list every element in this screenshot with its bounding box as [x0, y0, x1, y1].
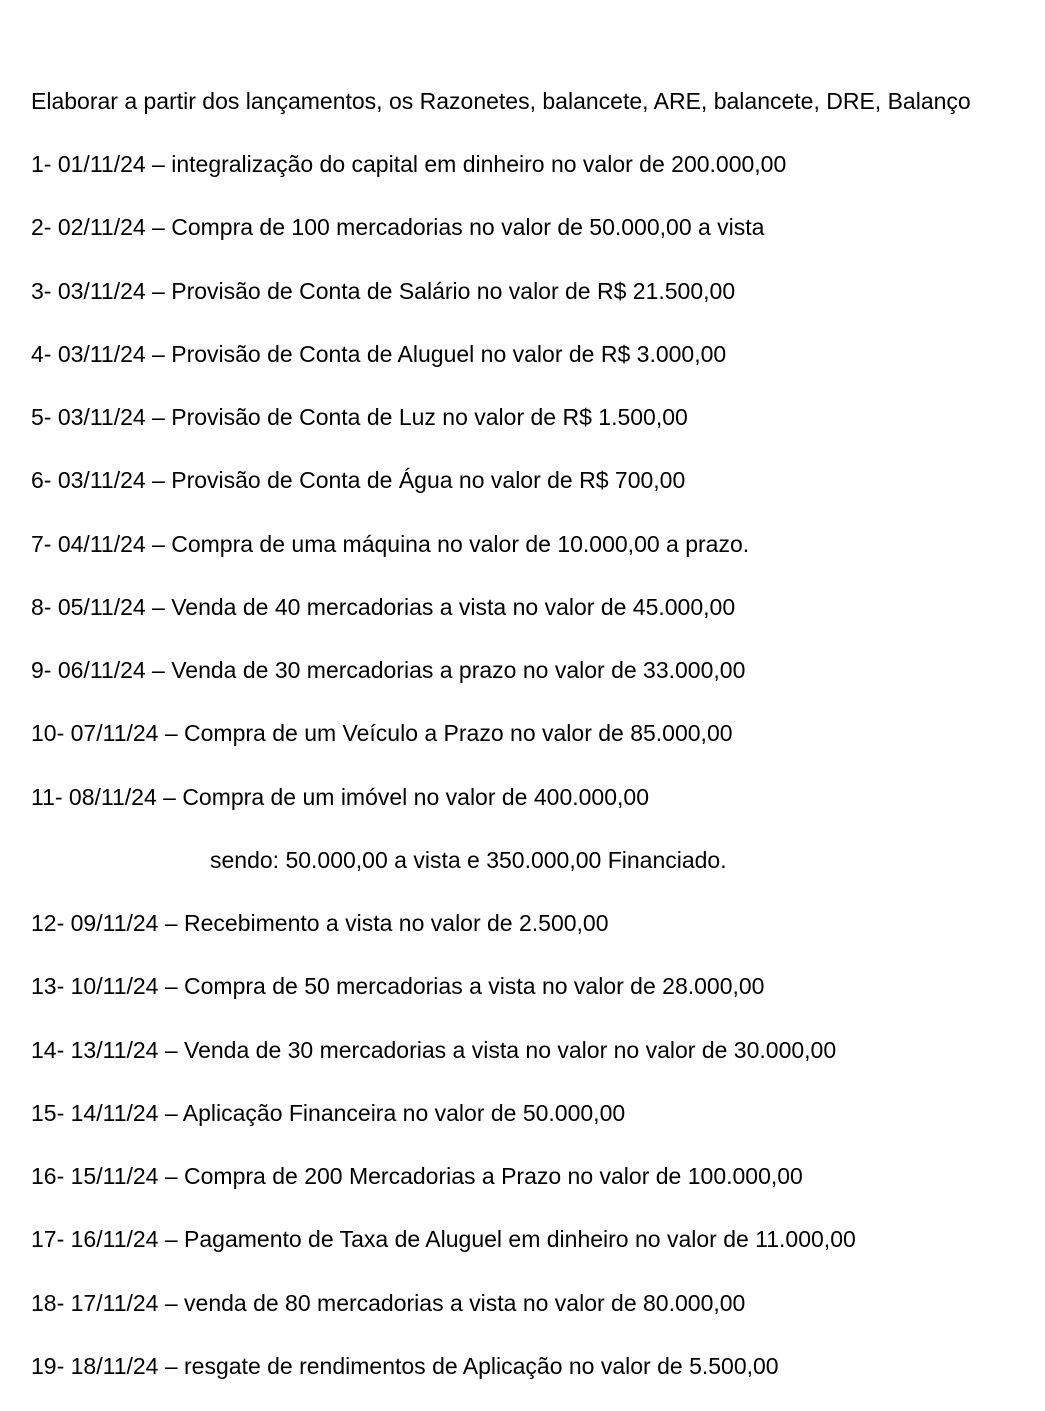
entry-16: 16- 15/11/24 – Compra de 200 Mercadorias a Prazo no valor de 100.000,00: [31, 1163, 803, 1189]
entry-14: 14- 13/11/24 – Venda de 30 mercadorias a vista no valor no valor de 30.000,00: [31, 1037, 837, 1063]
entry-10: 10- 07/11/24 – Compra de um Veículo a Prazo no valor de 85.000,00: [31, 720, 733, 746]
entry-1: 1- 01/11/24 – integralização do capital em dinheiro no valor de 200.000,00: [31, 151, 787, 177]
entry-3: 3- 03/11/24 – Provisão de Conta de Salário no valor de R$ 21.500,00: [31, 278, 736, 304]
entry-7: 7- 04/11/24 – Compra de uma máquina no valor de 10.000,00 a prazo.: [31, 531, 750, 557]
entry-13: 13- 10/11/24 – Compra de 50 mercadorias a vista no valor de 28.000,00: [31, 973, 765, 999]
entry-5: 5- 03/11/24 – Provisão de Conta de Luz no valor de R$ 1.500,00: [31, 404, 688, 430]
entry-17: 17- 16/11/24 – Pagamento de Taxa de Aluguel em dinheiro no valor de 11.000,00: [31, 1226, 856, 1252]
entry-11: 11- 08/11/24 – Compra de um imóvel no valor de 400.000,00: [31, 784, 649, 810]
entry-11-continuation: sendo: 50.000,00 a vista e 350.000,00 Financiado.: [210, 847, 727, 873]
entry-2: 2- 02/11/24 – Compra de 100 mercadorias no valor de 50.000,00 a vista: [31, 214, 765, 240]
entry-8: 8- 05/11/24 – Venda de 40 mercadorias a vista no valor de 45.000,00: [31, 594, 736, 620]
entry-6: 6- 03/11/24 – Provisão de Conta de Água no valor de R$ 700,00: [31, 467, 686, 493]
entry-19: 19- 18/11/24 – resgate de rendimentos de Aplicação no valor de 5.500,00: [31, 1353, 779, 1379]
entry-4: 4- 03/11/24 – Provisão de Conta de Aluguel no valor de R$ 3.000,00: [31, 341, 727, 367]
entry-18: 18- 17/11/24 – venda de 80 mercadorias a vista no valor de 80.000,00: [31, 1290, 746, 1316]
entry-9: 9- 06/11/24 – Venda de 30 mercadorias a prazo no valor de 33.000,00: [31, 657, 746, 683]
entry-12: 12- 09/11/24 – Recebimento a vista no valor de 2.500,00: [31, 910, 609, 936]
entry-15: 15- 14/11/24 – Aplicação Financeira no valor de 50.000,00: [31, 1100, 626, 1126]
document-heading: Elaborar a partir dos lançamentos, os Razonetes, balancete, ARE, balancete, DRE, Balanço: [31, 88, 971, 114]
